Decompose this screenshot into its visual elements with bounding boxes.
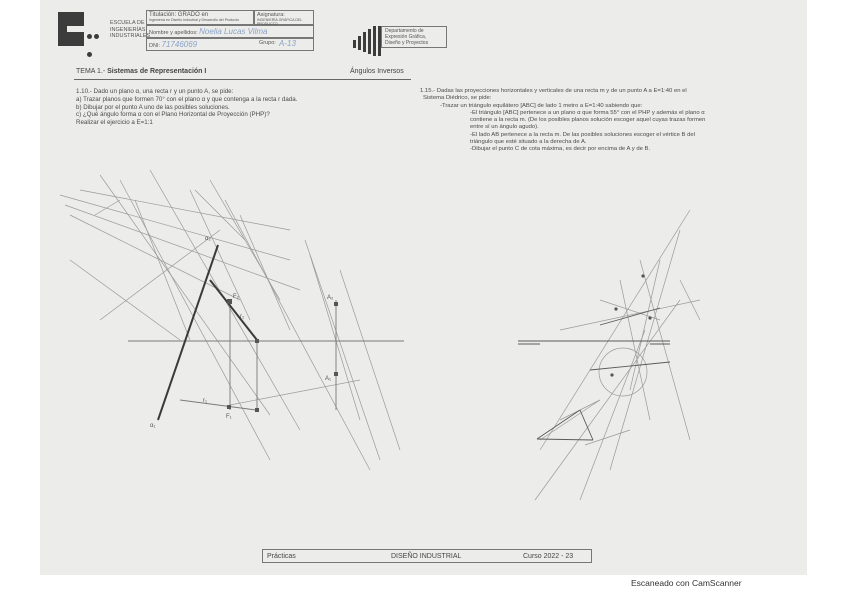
statement-line: 1.10.- Dado un plano α, una recta r y un punto A, se pide: <box>76 88 234 95</box>
footer-practicas: Prácticas <box>267 553 296 560</box>
school-line: ESCUELA DE <box>110 20 145 26</box>
tema-name: Sistemas de Representación I <box>107 68 207 75</box>
footer-year: Curso 2022 - 23 <box>523 553 574 560</box>
statement-line: b) Dibujar por el punto A uno de las posibles soluciones. <box>76 103 230 111</box>
statement-line: a) Trazar planos que formen 70° con el plano α y que contenga a la recta r dada. <box>76 95 298 103</box>
statement-line: c) ¿Qué ángulo forma α con el Plano Horizontal de Proyección (PHP)? <box>76 111 270 119</box>
tema-prefix: TEMA 1.- <box>76 68 106 75</box>
statement-line: contiene a la recta m. (De los posibles planos solución escoger aquel cuyas trazas formen <box>470 117 706 124</box>
label-f2: F₂ <box>233 294 239 300</box>
statement-line: 1.15.- Dadas las proyecciones horizontales y verticales de una recta m y de un punto A a E=1:40 en el <box>420 88 687 94</box>
dni-label: DNI: <box>149 43 160 49</box>
nombre-label: Nombre y apellidos: <box>149 30 198 36</box>
statement-line: entre sí un ángulo agudo). <box>470 124 539 131</box>
label-alpha2: α₂ <box>205 236 211 242</box>
footer-course-name: DISEÑO INDUSTRIAL <box>391 553 462 560</box>
label-alpha1: α₁ <box>150 423 156 429</box>
asignatura-value: INGENIERÍA GRÁFICA DEL PRODUCTO <box>257 18 303 26</box>
statement-line: Sistema Diédrico, se pide: <box>423 95 492 102</box>
statement-line: -El triángulo [ABC] pertenece a un plano α que forma 55° con el PHP y además el plano α <box>470 109 705 116</box>
label-r2: r₂ <box>240 314 245 320</box>
sheet-footer <box>262 549 592 563</box>
statement-line: -Trazar un triángulo equilátero [ABC] de lado 1 metro a E=1:40 sabiendo que: <box>440 102 643 109</box>
nombre-value: Noelia Lucas Vilma <box>199 27 268 36</box>
dept-line: Expresión Gráfica, <box>385 34 427 40</box>
statement-line: triángulo que esté situado a la derecha de A. <box>470 139 587 146</box>
label-a1: A₁ <box>325 376 332 382</box>
school-line: INGENIERÍAS <box>110 26 146 33</box>
tema-right-title: Ángulos Inversos <box>350 68 404 75</box>
scanned-sheet <box>40 0 807 575</box>
label-r1: r₁ <box>203 398 208 404</box>
dept-line: Departamento de <box>385 28 424 34</box>
titulacion-sub: Ingeniería en Diseño Industrial y Desarrollo del Producto <box>149 18 240 22</box>
dept-line: Diseño y Proyectos <box>385 40 429 46</box>
label-f1: F₁ <box>226 414 232 420</box>
asignatura-label: Asignatura: <box>257 12 285 18</box>
titulacion-label: Titulación: GRADO en <box>149 12 209 18</box>
camscanner-watermark: Escaneado con CamScanner <box>631 578 742 588</box>
dni-value: 71746069 <box>161 40 198 49</box>
statement-line: -El lado AB pertenece a la recta m. De las posibles soluciones escoger el vértice B del <box>470 131 695 138</box>
statement-line: Realizar el ejercicio a E=1:1 <box>76 119 153 127</box>
geometry-drawing-right <box>40 0 807 575</box>
statement-line: -Dibujar el punto C de cota máxima, es decir por encima de A y de B. <box>470 146 651 153</box>
grupo-label: Grupo: <box>259 40 276 46</box>
grupo-value: A-13 <box>279 39 296 48</box>
label-a2: A₂ <box>327 295 334 301</box>
school-line: INDUSTRIALES <box>110 33 151 39</box>
